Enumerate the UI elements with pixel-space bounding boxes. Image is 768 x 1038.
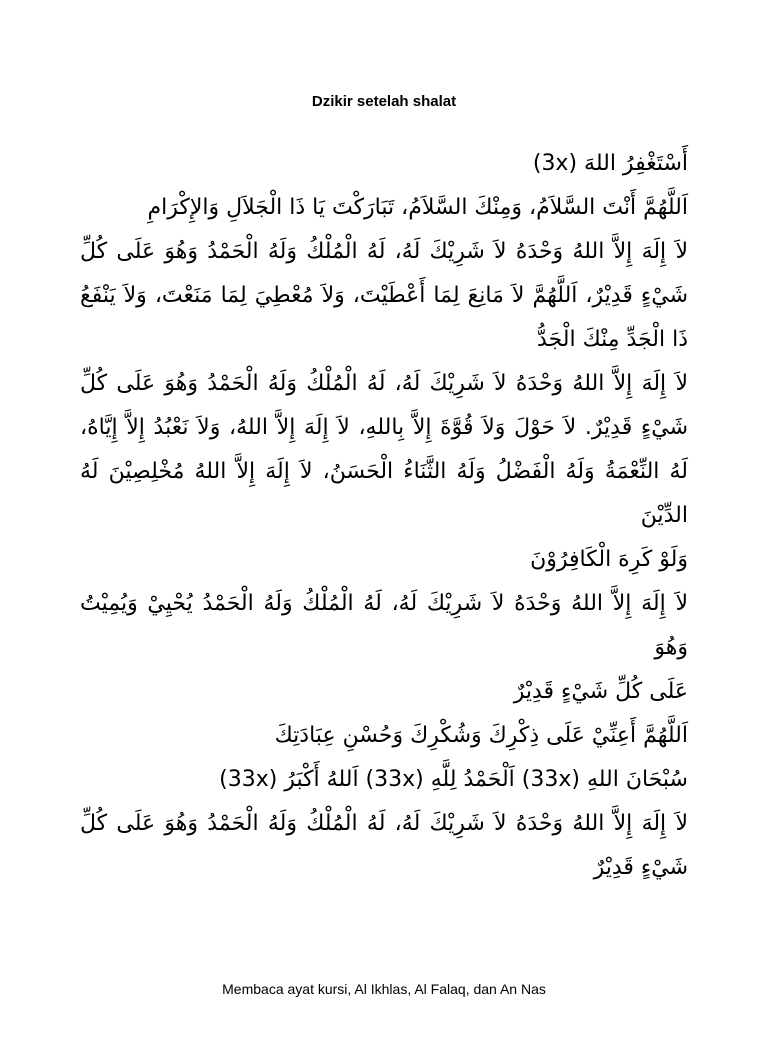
- page-title: Dzikir setelah shalat: [311, 93, 457, 110]
- arabic-line: شَيْءٍ قَدِيْرٌ، اَللَّهُمَّ لاَ مَانِعَ لِمَا أَعْطَيْتَ، وَلاَ مُعْطِيَ لِمَا مَنَعْتَ، وَلاَ يَنْفَعُ: [80, 283, 688, 308]
- arabic-line: أَسْتَغْفِرُ اللهَ (3x): [532, 151, 688, 176]
- arabic-line: لَهُ النِّعْمَةُ وَلَهُ الْفَضْلُ وَلَهُ الثَّنَاءُ الْحَسَنُ، لاَ إِلَهَ إِلاَّ اللهُ مُخْلِصِيْنَ لَهُ الدِّيْنَ: [80, 459, 688, 528]
- arabic-line: شَيْءٍ قَدِيْرٌ. لاَ حَوْلَ وَلاَ قُوَّةَ إِلاَّ بِاللهِ، لاَ إِلَهَ إِلاَّ اللهُ، وَلاَ نَعْبُدُ إِلاَّ إِيَّاهُ،: [80, 415, 688, 440]
- arabic-line: اَللَّهُمَّ أَعِنِّيْ عَلَى ذِكْرِكَ وَشُكْرِكَ وَحُسْنِ عِبَادَتِكَ: [274, 723, 688, 748]
- arabic-line: لاَ إِلَهَ إِلاَّ اللهُ وَحْدَهُ لاَ شَرِيْكَ لَهُ، لَهُ الْمُلْكُ وَلَهُ الْحَمْدُ وَهُوَ عَلَى كُلِّ: [80, 239, 688, 264]
- arabic-line: لاَ إِلَهَ إِلاَّ اللهُ وَحْدَهُ لاَ شَرِيْكَ لَهُ، لَهُ الْمُلْكُ وَلَهُ الْحَمْدُ يُحْيِيْ وَيُمِيْتُ وَهُوَ: [80, 591, 688, 660]
- arabic-line: اَللَّهُمَّ أَنْتَ السَّلاَمُ، وَمِنْكَ السَّلاَمُ، تَبَارَكْتَ يَا ذَا الْجَلاَلِ وَالإِكْرَامِ: [147, 195, 688, 220]
- footer-note: Membaca ayat kursi, Al Ikhlas, Al Falaq, dan An Nas: [222, 981, 546, 997]
- dzikir-text: [80, 142, 688, 890]
- arabic-line: سُبْحَانَ اللهِ (33x) اَلْحَمْدُ لِلَّهِ (33x) اَللهُ أَكْبَرُ (33x): [219, 767, 688, 792]
- arabic-line: لاَ إِلَهَ إِلاَّ اللهُ وَحْدَهُ لاَ شَرِيْكَ لَهُ، لَهُ الْمُلْكُ وَلَهُ الْحَمْدُ وَهُوَ عَلَى كُلِّ: [80, 371, 688, 396]
- arabic-line: لاَ إِلَهَ إِلاَّ اللهُ وَحْدَهُ لاَ شَرِيْكَ لَهُ، لَهُ الْمُلْكُ وَلَهُ الْحَمْدُ وَهُوَ عَلَى كُلِّ: [80, 811, 688, 836]
- arabic-line: ذَا الْجَدِّ مِنْكَ الْجَدُّ: [537, 327, 688, 352]
- arabic-line: شَيْءٍ قَدِيْرٌ: [593, 855, 688, 880]
- arabic-line: عَلَى كُلِّ شَيْءٍ قَدِيْرٌ: [513, 679, 688, 704]
- arabic-line: وَلَوْ كَرِهَ الْكَافِرُوْنَ: [530, 547, 688, 572]
